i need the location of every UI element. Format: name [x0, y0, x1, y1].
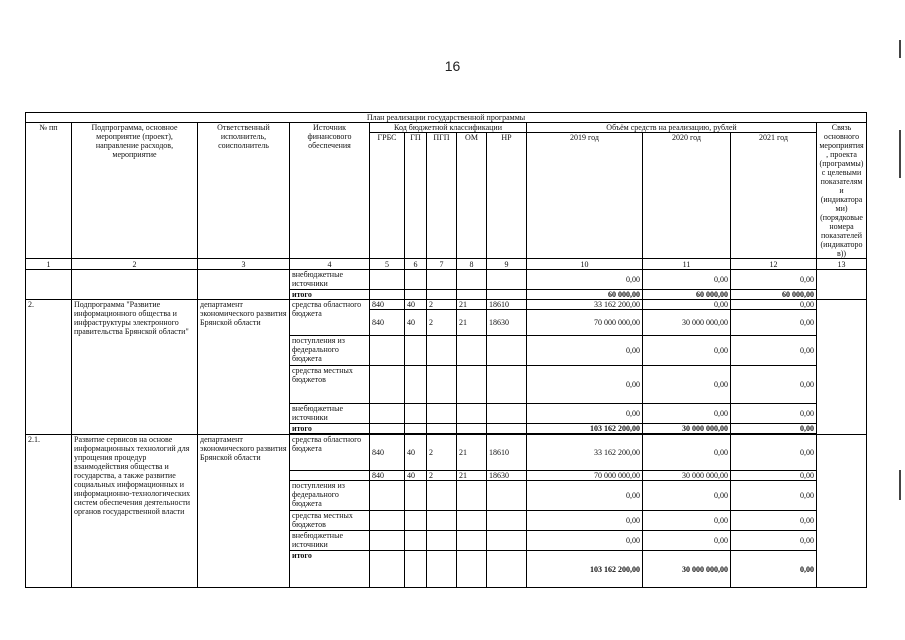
column-number: 10 [527, 259, 643, 270]
cell-link [817, 300, 867, 435]
column-number: 2 [72, 259, 198, 270]
cell-source: внебюджетные источники [290, 270, 370, 290]
cell-2021-total: 0,00 [731, 551, 817, 588]
cell-pgp: 2 [427, 310, 457, 336]
header-2019: 2019 год [527, 133, 643, 259]
table-title: План реализации государственной программы [26, 113, 867, 123]
cell-source: средства областного бюджета [290, 300, 370, 336]
cell-2020: 0,00 [643, 336, 731, 366]
cell-2019-total: 103 162 200,00 [527, 551, 643, 588]
cell-pgp: 2 [427, 435, 457, 471]
cell-grbs: 840 [370, 435, 405, 471]
cell-empty [290, 471, 370, 481]
header-budget-code: Код бюджетной классификации [370, 123, 527, 133]
column-number: 7 [427, 259, 457, 270]
header-row [26, 123, 867, 133]
cell-empty [26, 270, 72, 300]
column-number: 11 [643, 259, 731, 270]
column-number: 5 [370, 259, 405, 270]
scan-edge-mark [899, 40, 901, 58]
cell-2021: 0,00 [731, 336, 817, 366]
table-title-row [26, 113, 867, 123]
cell-gp: 40 [405, 471, 427, 481]
cell-num: 2. [26, 300, 72, 435]
header-volume: Объём средств на реализацию, рублей [527, 123, 817, 133]
cell-2019: 0,00 [527, 404, 643, 424]
cell-om: 21 [457, 300, 487, 310]
column-number: 13 [817, 259, 867, 270]
cell-2020-total: 30 000 000,00 [643, 424, 731, 434]
cell-2020: 0,00 [643, 435, 731, 471]
cell-link [817, 435, 867, 588]
cell-source: внебюджетные источники [290, 531, 370, 551]
cell-pgp: 2 [427, 300, 457, 310]
cell-2021: 0,00 [731, 310, 817, 336]
cell-om [457, 270, 487, 290]
cell-nr [487, 290, 527, 300]
cell-program: Развитие сервисов на основе информационных технологий для упрощения процедур взаимодействия общества и государства, а также развитие социальных информационных и информационно-технологических систем обеспечения деятельности органов государственной власти [72, 435, 198, 588]
column-number: 8 [457, 259, 487, 270]
header-responsible: Ответственный исполнитель, соисполнитель [198, 123, 290, 259]
column-number: 4 [290, 259, 370, 270]
cell-2020: 0,00 [643, 511, 731, 531]
cell-2020: 0,00 [643, 404, 731, 424]
cell-num: 2.1. [26, 435, 72, 588]
header-2020: 2020 год [643, 133, 731, 259]
cell-grbs [370, 270, 405, 290]
cell-2020: 0,00 [643, 366, 731, 404]
cell-2019: 0,00 [527, 531, 643, 551]
header-om: ОМ [457, 133, 487, 259]
cell-gp: 40 [405, 310, 427, 336]
cell-2019: 70 000 000,00 [527, 310, 643, 336]
cell-2020: 0,00 [643, 531, 731, 551]
cell-2020: 0,00 [643, 270, 731, 290]
table-row [26, 270, 867, 290]
cell-source: средства местных бюджетов [290, 511, 370, 531]
cell-2021: 0,00 [731, 366, 817, 404]
cell-gp: 40 [405, 300, 427, 310]
cell-2019: 0,00 [527, 336, 643, 366]
cell-2019-total: 60 000,00 [527, 290, 643, 300]
page-number: 16 [444, 58, 461, 74]
scan-edge-mark [899, 130, 901, 178]
cell-nr: 18630 [487, 471, 527, 481]
header-source: Источник финансового обеспечения [290, 123, 370, 259]
cell-2019: 0,00 [527, 481, 643, 511]
cell-pgp: 2 [427, 471, 457, 481]
cell-2021: 0,00 [731, 531, 817, 551]
header-gp: ГП [405, 133, 427, 259]
header-2021: 2021 год [731, 133, 817, 259]
cell-gp: 40 [405, 435, 427, 471]
header-link: Связь основного мероприятия, проекта (программы) с целевыми показателями (индикаторами) (порядковые номера показателей (индикаторов)) [817, 123, 867, 259]
cell-2019: 70 000 000,00 [527, 471, 643, 481]
column-number: 12 [731, 259, 817, 270]
cell-2021: 0,00 [731, 471, 817, 481]
cell-empty [72, 270, 198, 300]
cell-source-total: итого [290, 551, 370, 588]
cell-responsible: департамент экономического развития Брянской области [198, 435, 290, 588]
column-number-row [26, 259, 867, 270]
cell-empty [198, 270, 290, 300]
cell-om: 21 [457, 435, 487, 471]
cell-2019-total: 103 162 200,00 [527, 424, 643, 434]
header-grbs: ГРБС [370, 133, 405, 259]
cell-pgp [427, 270, 457, 290]
cell-2021-total: 60 000,00 [731, 290, 817, 300]
cell-2021: 0,00 [731, 481, 817, 511]
cell-2020: 30 000 000,00 [643, 310, 731, 336]
column-number: 6 [405, 259, 427, 270]
cell-2021: 0,00 [731, 435, 817, 471]
header-nr: НР [487, 133, 527, 259]
cell-grbs [370, 290, 405, 300]
cell-nr [487, 270, 527, 290]
cell-2021-total: 0,00 [731, 424, 817, 434]
cell-2020: 0,00 [643, 481, 731, 511]
header-num: № пп [26, 123, 72, 259]
header-pgp: ПГП [427, 133, 457, 259]
cell-2021: 0,00 [731, 270, 817, 290]
cell-source-total: итого [290, 290, 370, 300]
cell-grbs: 840 [370, 310, 405, 336]
cell-2020-total: 60 000,00 [643, 290, 731, 300]
cell-grbs: 840 [370, 300, 405, 310]
cell-source: средства местных бюджетов [290, 366, 370, 404]
table-row [26, 300, 867, 310]
cell-pgp [427, 290, 457, 300]
cell-om: 21 [457, 310, 487, 336]
cell-program: Подпрограмма "Развитие информационного общества и инфраструктуры электронного правительства Брянской области" [72, 300, 198, 435]
cell-responsible: департамент экономического развития Брянской области [198, 300, 290, 435]
cell-2019: 33 162 200,00 [527, 300, 643, 310]
scan-edge-mark [899, 470, 901, 500]
cell-nr: 18630 [487, 310, 527, 336]
cell-2020-total: 30 000 000,00 [643, 551, 731, 588]
cell-2019: 33 162 200,00 [527, 435, 643, 471]
cell-link [817, 270, 867, 300]
column-number: 1 [26, 259, 72, 270]
cell-gp [405, 270, 427, 290]
cell-source-total: итого [290, 424, 370, 434]
cell-om: 21 [457, 471, 487, 481]
cell-2019: 0,00 [527, 511, 643, 531]
cell-nr: 18610 [487, 300, 527, 310]
column-number: 3 [198, 259, 290, 270]
table-row [26, 435, 867, 471]
cell-gp [405, 290, 427, 300]
cell-grbs: 840 [370, 471, 405, 481]
cell-2021: 0,00 [731, 404, 817, 424]
cell-2020: 0,00 [643, 300, 731, 310]
cell-om [457, 290, 487, 300]
cell-source: внебюджетные источники [290, 404, 370, 424]
cell-source: поступления из федерального бюджета [290, 336, 370, 366]
cell-nr: 18610 [487, 435, 527, 471]
cell-2021: 0,00 [731, 511, 817, 531]
cell-2021: 0,00 [731, 300, 817, 310]
header-program: Подпрограмма, основное мероприятие (проект), направление расходов, мероприятие [72, 123, 198, 259]
cell-2020: 30 000 000,00 [643, 471, 731, 481]
cell-2019: 0,00 [527, 366, 643, 404]
column-number: 9 [487, 259, 527, 270]
cell-2019: 0,00 [527, 270, 643, 290]
program-plan-table [25, 112, 867, 588]
cell-source: поступления из федерального бюджета [290, 481, 370, 511]
cell-source: средства областного бюджета [290, 435, 370, 471]
